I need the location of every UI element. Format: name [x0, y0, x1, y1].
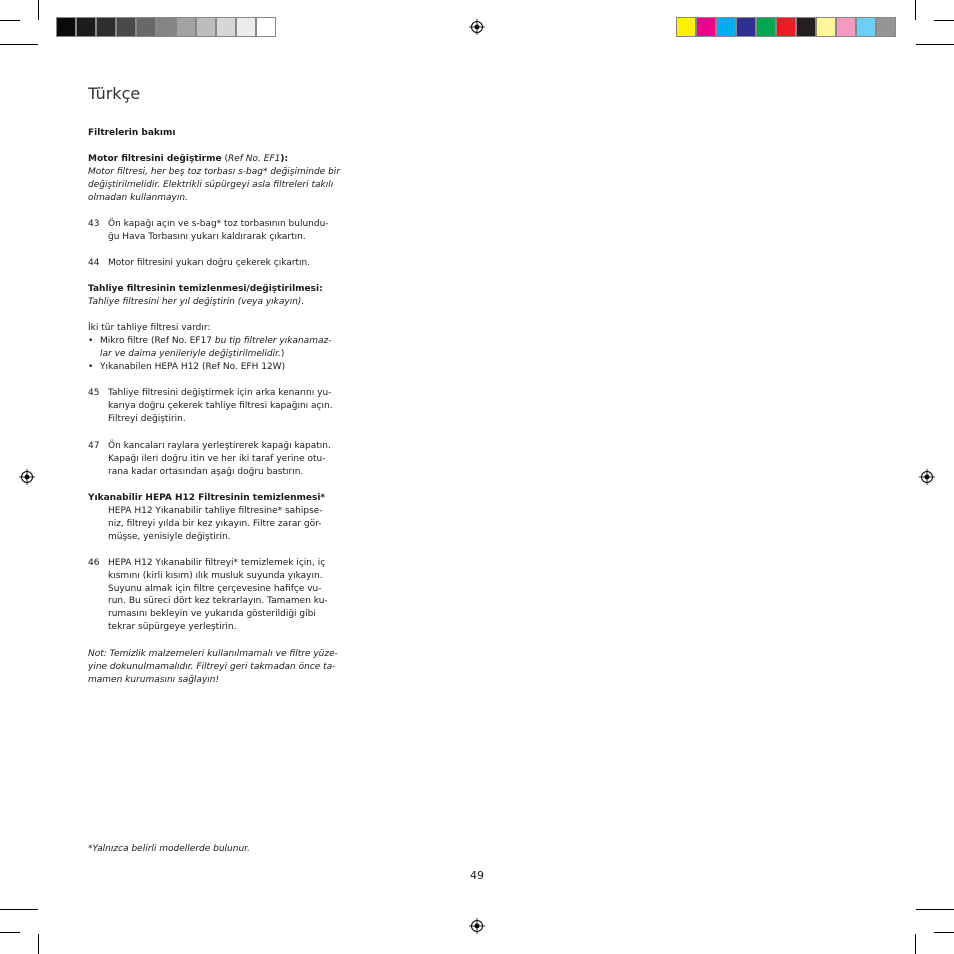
- exhaust-filter-title: Tahliye filtresinin temizlenmesi/değiştirilmesi:: [88, 284, 323, 294]
- color-swatch: [796, 17, 816, 37]
- grayscale-color-bar: [56, 17, 276, 37]
- step-46: [88, 557, 340, 637]
- warning-note-line: mamen kurumasını sağlayın!: [88, 675, 220, 685]
- hepa-line: müşse, yenisiyle değiştirin.: [108, 531, 231, 542]
- list-text-italic: lar ve daima yenileriyle değiştirilmelidir.: [100, 348, 281, 359]
- exhaust-filter-note: Tahliye filtresini her yıl değiştirin (veya yıkayın).: [88, 297, 305, 307]
- step-45: [88, 387, 340, 429]
- step-line: Tahliye filtresini değiştirmek için arka kenarını yu-: [108, 388, 332, 398]
- color-swatch: [76, 17, 96, 37]
- crop-mark: [0, 932, 20, 933]
- hepa-line: HEPA H12 Yıkanabilir tahliye filtresine* sahipse-: [108, 506, 323, 516]
- ref-open: (: [221, 154, 228, 164]
- registration-mark-icon: [919, 469, 935, 485]
- hepa-title: Yıkanabilir HEPA H12 Filtresinin temizlenmesi*: [88, 493, 326, 503]
- list-text: Mikro filtre (Ref No. EF17: [100, 336, 215, 346]
- step-line: kısmını (kirli kısım) ılık musluk suyunda yıkayın.: [108, 570, 323, 581]
- hepa-line: niz, filtreyi yılda bir kez yıkayın. Filtre zarar gör-: [108, 518, 322, 529]
- step-text: [108, 440, 340, 478]
- step-number: 45: [88, 388, 100, 398]
- color-swatch: [856, 17, 876, 37]
- footnote: *Yalnızca belirli modellerde bulunur.: [88, 844, 250, 854]
- step-number: 43: [88, 219, 100, 229]
- step-line: HEPA H12 Yıkanabilir filtreyi* temizlemek için, iç: [108, 558, 326, 568]
- crop-mark: [915, 0, 916, 20]
- list-item: [88, 335, 340, 363]
- color-swatch: [876, 17, 896, 37]
- motor-note-line: olmadan kullanmayın.: [88, 193, 188, 203]
- crop-mark: [915, 934, 916, 954]
- color-swatch: [836, 17, 856, 37]
- step-line: tekrar süpürgeye yerleştirin.: [108, 621, 237, 632]
- step-line: ğu Hava Torbasını yukarı kaldırarak çıkartın.: [108, 231, 306, 242]
- registration-mark-icon: [469, 918, 485, 934]
- bullet: •: [88, 362, 94, 372]
- step-line: Filtreyi değiştirin.: [108, 413, 186, 424]
- crop-mark: [38, 934, 39, 954]
- step-number: 44: [88, 258, 100, 268]
- step-text: [108, 387, 340, 425]
- motor-note-line: değiştirilmelidir. Elektrikli süpürgeyi asla filtreleri takılı: [88, 180, 334, 190]
- list-item-text: [100, 335, 340, 361]
- hepa-text: [108, 505, 340, 543]
- color-swatch: [116, 17, 136, 37]
- color-swatch: [96, 17, 116, 37]
- step-43: [88, 218, 340, 248]
- step-line: run. Bu süreci dört kez tekrarlayın. Tamamen ku-: [108, 596, 328, 607]
- page-number: 49: [470, 869, 484, 882]
- registration-mark-icon: [19, 469, 35, 485]
- color-swatch: [756, 17, 776, 37]
- exhaust-filter-intro: İki tür tahliye filtresi vardır:: [88, 323, 211, 333]
- crop-mark: [0, 44, 38, 45]
- color-swatch: [256, 17, 276, 37]
- step-text: [108, 218, 340, 244]
- color-swatch: [216, 17, 236, 37]
- list-item: [88, 361, 340, 375]
- color-swatch: [236, 17, 256, 37]
- crop-mark: [0, 909, 38, 910]
- crop-mark: [0, 20, 20, 21]
- color-swatch: [176, 17, 196, 37]
- motor-filter-ref: Ref No. EF1: [227, 154, 281, 164]
- step-line: rumasını bekleyin ve yukarıda gösterildiği gibi: [108, 609, 316, 620]
- crop-mark: [916, 909, 954, 910]
- color-swatch: [716, 17, 736, 37]
- color-swatch: [156, 17, 176, 37]
- step-line: Ön kancaları raylara yerleştirerek kapağı kapatın.: [108, 441, 331, 451]
- motor-filter-heading: [88, 153, 340, 166]
- crop-mark: [934, 932, 954, 933]
- step-line: Ön kapağı açın ve s-bag* toz torbasının bulundu-: [108, 219, 329, 229]
- hepa-paragraph: [88, 505, 340, 545]
- motor-filter-title: Motor filtresini değiştirme: [88, 154, 222, 164]
- step-number: 46: [88, 558, 100, 568]
- color-swatch: [56, 17, 76, 37]
- step-line: Kapağı ileri doğru itin ve her iki taraf yerine otu-: [108, 453, 326, 464]
- color-swatch: [816, 17, 836, 37]
- motor-note-line: Motor filtresi, her beş toz torbası s-bag* değişiminde bir: [88, 167, 340, 177]
- section-title: Filtrelerin bakımı: [88, 128, 176, 138]
- bullet: •: [88, 336, 94, 346]
- color-swatch: [136, 17, 156, 37]
- step-text: [108, 257, 340, 270]
- warning-note-line: Not: Temizlik malzemeleri kullanılmamalı ve filtre yüze-: [88, 649, 338, 659]
- step-line: Suyunu almak için filtre çerçevesine hafifçe vu-: [108, 583, 322, 594]
- step-line: Motor filtresini yukarı doğru çekerek çıkartın.: [108, 258, 311, 268]
- crop-mark: [916, 44, 954, 45]
- color-swatch: [776, 17, 796, 37]
- step-line: rana kadar ortasından aşağı doğru bastırın.: [108, 466, 304, 477]
- step-line: karıya doğru çekerek tahliye filtresi kapağını açın.: [108, 400, 333, 411]
- step-47: [88, 440, 340, 482]
- color-swatch: [696, 17, 716, 37]
- color-swatch: [196, 17, 216, 37]
- color-swatch: [736, 17, 756, 37]
- crop-mark: [38, 0, 39, 20]
- process-color-bar: [676, 17, 896, 37]
- list-item-text: Yıkanabilen HEPA H12 (Ref No. EFH 12W): [100, 362, 286, 372]
- warning-note-line: yine dokunulmamalıdır. Filtreyi geri takmadan önce ta-: [88, 662, 336, 672]
- color-swatch: [676, 17, 696, 37]
- page-heading: Türkçe: [88, 84, 141, 103]
- crop-mark: [934, 20, 954, 21]
- registration-mark-icon: [469, 19, 485, 35]
- list-text: ): [280, 348, 285, 359]
- list-text-italic: bu tip filtreler yıkanamaz-: [214, 336, 332, 346]
- step-number: 47: [88, 441, 100, 451]
- step-text: [108, 557, 340, 634]
- step-44: [88, 257, 340, 273]
- ref-close: ):: [280, 154, 289, 164]
